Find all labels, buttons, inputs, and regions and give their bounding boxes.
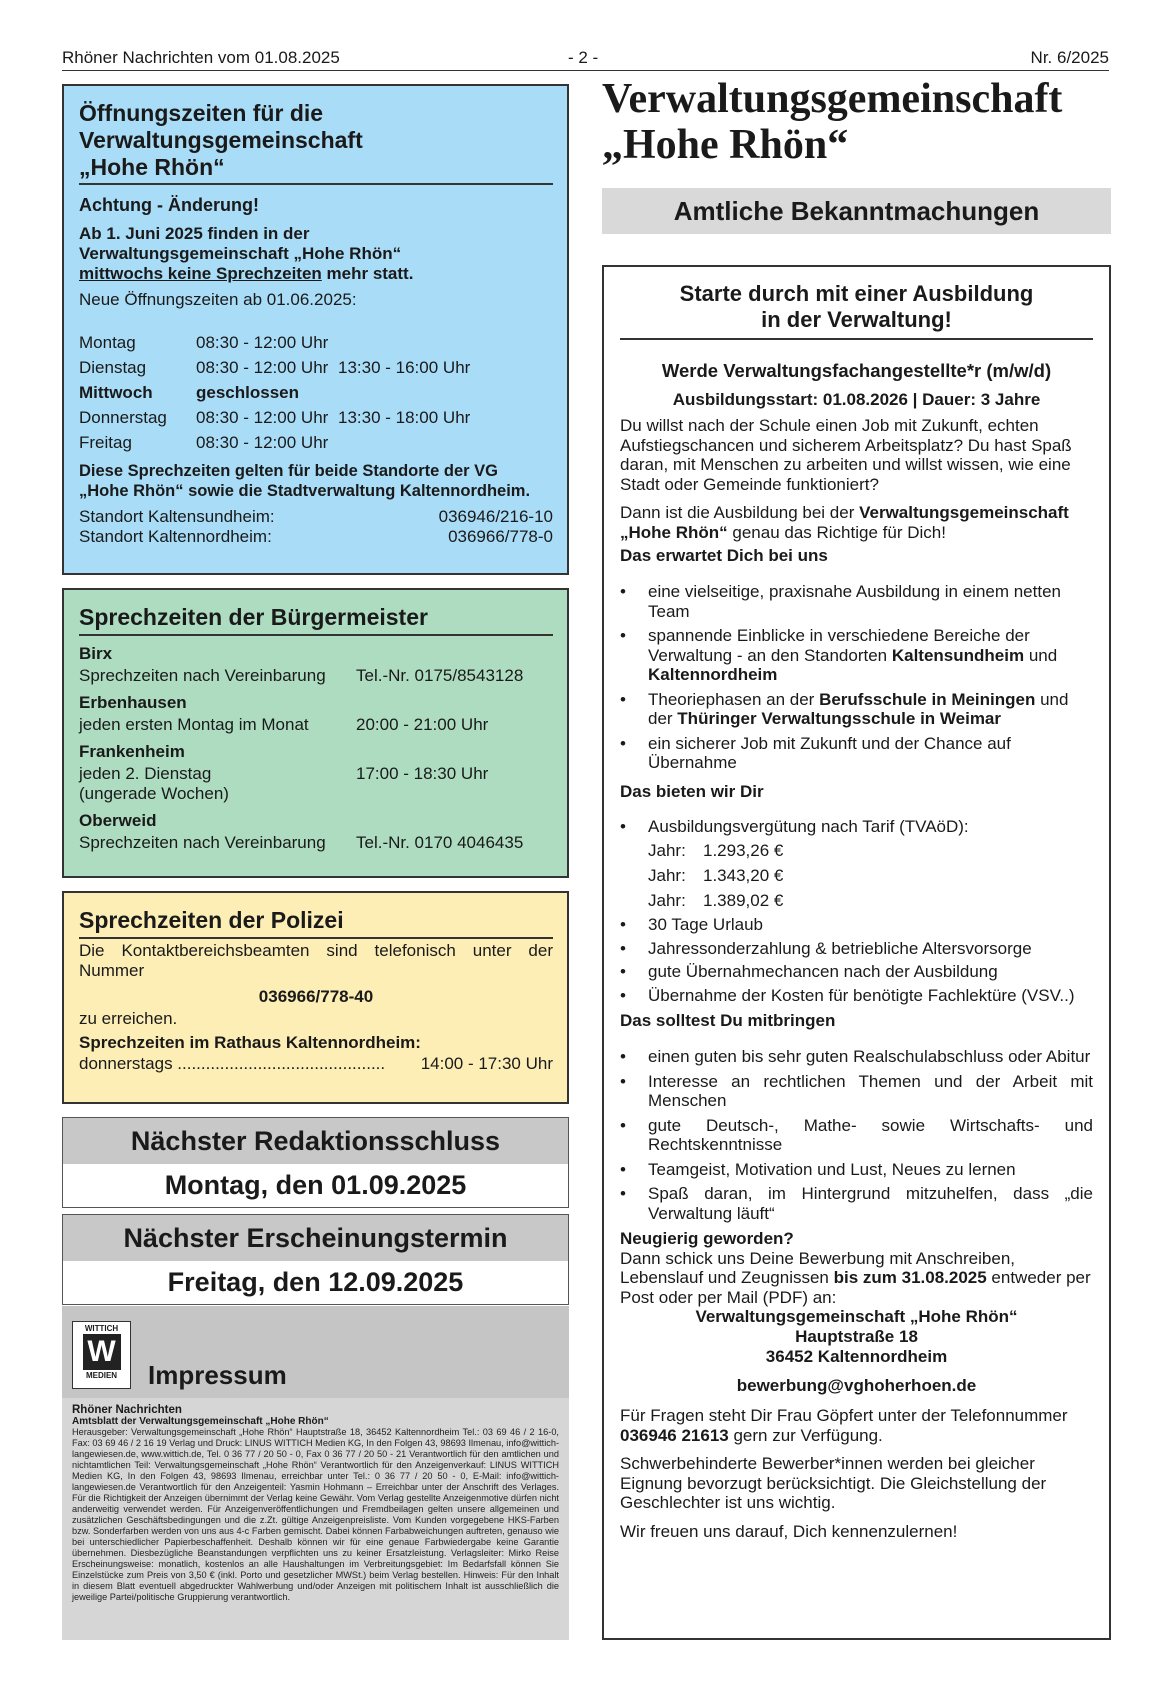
police-text-2: Nummer [79, 960, 145, 980]
impressum-body: Herausgeber: Verwaltungsgemeinschaft „Hohe Rhön“ Hauptstraße 18, 36452 Kaltennordheim Tel.: 03 69 46 / 2 16-0, Fax: 03 69 46 / 2 16 19 Verlag und Druck: LINUS WITTICH Medien KG, In den Folgen 43, 98693 Ilmenau, info@wittich-langewiesen.de, www.wittich.de, Tel. 0 36 77 / 20 50 - 0, Fax 0 36 77 / 20 50 - 21 Verantwortlich für den amtlichen und nichtamtlichen Teil: Verwaltungsgemeinschaft „Hohe Rhön“ Verantwortlich für den Anzeigenverkauf: LINUS WITTICH Medien KG, In den Folgen 43, 98693 Ilmenau, erreichbar unter Tel.: 0 36 77 / 20 50 - 0, E-Mail: info@wittich-langewiesen.de Verantwortlich für den Anzeigenteil: Yasmin Hohmann – Erreichbar unter der Anschrift des Verlages. Für die Richtigkeit der Anzeigen übernimmt der Verlag keine Gewähr. Vom Verlag gestellte Anzeigenmotive dürfen nicht anderweitig verwendet werden. Für Anzeigenveröffentlichungen und Fremdbeilagen gelten unsere allgemeinen und zusätzlichen Geschäftsbedingungen und die z.Zt. gültige Anzeigenpreisliste. Vom Kunden vorgegebene HKS-Farben bzw. Sonderfarben werden von uns aus 4-c Farben gemischt. Dabei können Farbabweichungen auftreten, genauso wie bei unterschiedlicher Papierbeschaffenheit. Deshalb können wir für eine genaue Farbwiedergabe keine Garantie übernehmen. Diesbezügliche Beanstandungen verpflichten uns zu keiner Ersatzleistung. Verlagsleiter: Mirko Reise Erscheinungsweise: monatlich, kostenlos an alle Haushaltungen im Verbreitungsgebiet: Im Bedarfsfall können Sie Einzelstücke zum Preis von 3,50 € (inkl. Porto und gesetzlicher MWSt.) beim Verlag bestellen. Hinweis: Für den Inhalt in diesem Blatt eventuell abgedruckter Wahlwerbung und/oder Anzeigen mit politischem Inhalt ist ausschließlich die jeweilige Partei/politische Gruppierung verantwortlich. [72, 1427, 559, 1602]
mayor-list [79, 642, 553, 853]
mayor-row [79, 764, 553, 804]
requirements-heading: Das solltest Du mitbringen [620, 1011, 836, 1030]
validity-line-2: „Hohe Rhön“ sowie die Stadtverwaltung Kaltennordheim. [79, 482, 531, 500]
opening-hours-box [62, 84, 569, 575]
time-afternoon: 13:30 - 18:00 Uhr [338, 408, 471, 427]
publication-date-value: Freitag, den 12.09.2025 [63, 1261, 568, 1304]
town-hall-hours [79, 1054, 553, 1074]
mayor-row [79, 833, 553, 853]
hours-row [79, 380, 553, 405]
police-hours-box [62, 891, 569, 1104]
list-item: • gute Übernahmechancen nach der Ausbildung [620, 962, 1093, 982]
job-start: Ausbildungsstart: 01.08.2026 | Dauer: 3 Jahre [672, 390, 1041, 409]
location-name: Standort Kaltensundheim: [79, 507, 275, 526]
impressum-name: Rhöner Nachrichten [72, 1404, 182, 1416]
day-label: Freitag [79, 433, 132, 452]
location-name: Standort Kaltennordheim: [79, 527, 272, 546]
impressum-section [62, 1306, 569, 1640]
expect-heading: Das erwartet Dich bei uns [620, 546, 828, 565]
hours-row [79, 355, 553, 380]
publication-date-box [62, 1214, 569, 1305]
town-hall-time: 14:00 - 17:30 Uhr [420, 1054, 553, 1073]
mayor-hours-box [62, 588, 569, 878]
expect-list [620, 582, 1093, 773]
list-item: • eine vielseitige, praxisnahe Ausbildung in einem netten Team [620, 582, 1093, 621]
address-block: Verwaltungsgemeinschaft „Hohe Rhön“ Hauptstraße 18 36452 Kaltennordheim [695, 1307, 1018, 1366]
curious-heading: Neugierig geworden? [620, 1229, 794, 1248]
mayor-place: Frankenheim [79, 742, 185, 761]
mayor-place: Oberweid [79, 811, 157, 830]
police-phone: 036966/778-40 [258, 987, 374, 1006]
day-label: Dienstag [79, 358, 147, 377]
official-notices-heading: Amtliche Bekanntmachungen [602, 188, 1111, 234]
publication-date-label: Nächster Erscheinungstermin [63, 1215, 568, 1261]
offer-heading: Das bieten wir Dir [620, 781, 764, 801]
page-number: - 2 - [568, 48, 599, 67]
impressum-subtitle: Amtsblatt der Verwaltungsgemeinschaft „Hohe Rhön“ [72, 1416, 329, 1427]
vg-title: Verwaltungsgemeinschaft „Hohe Rhön“ [602, 76, 1063, 168]
mayor-schedule: Sprechzeiten nach Vereinbarung [79, 666, 326, 685]
salary-value: 1.343,20 € [703, 866, 784, 885]
location-row [79, 527, 553, 547]
job-intro: Du willst nach der Schule einen Job mit Zukunft, echten Aufstiegschancen und sicherem Arbeitsplatz? Du hast Spaß daran, mit Menschen zu arbeiten und willst wissen, wie eine Stadt oder Gemeinde funktioniert? [620, 416, 1072, 494]
job-dann: Dann ist die Ausbildung bei der Verwaltungsgemeinschaft „Hohe Rhön“ genau das Richtige für Dich! [620, 503, 1069, 542]
police-title: Sprechzeiten der Polizei [79, 907, 553, 939]
mayor-place: Erbenhausen [79, 693, 187, 712]
list-item: • Übernahme der Kosten für benötigte Fachlektüre (VSV..) [620, 986, 1093, 1006]
salary-list [620, 838, 1093, 913]
mayor-contact: 17:00 - 18:30 Uhr [356, 764, 489, 783]
time-morning: geschlossen [196, 383, 299, 402]
hours-row [79, 330, 553, 355]
editorial-deadline-box [62, 1117, 569, 1208]
wittich-logo: WITTICH W MEDIEN [72, 1321, 131, 1389]
validity-line-1: Diese Sprechzeiten gelten für beide Standorte der VG [79, 462, 499, 480]
salary-value: 1.389,02 € [703, 891, 784, 910]
list-item: • Interesse an rechtlichen Themen und der Arbeit mit Menschen [620, 1072, 1093, 1111]
header-right: Nr. 6/2025 [1030, 48, 1109, 67]
offer-list [620, 915, 1093, 1005]
editorial-deadline-label: Nächster Redaktionsschluss [63, 1118, 568, 1164]
mayor-title: Sprechzeiten der Bürgermeister [79, 604, 553, 636]
mayor-row [79, 666, 553, 686]
mayor-schedule: jeden 2. Dienstag [79, 764, 212, 783]
list-item: • Jahressonderzahlung & betriebliche Altersvorsorge [620, 939, 1093, 959]
list-item: • Theoriephasen an der Berufsschule in Meiningen und der Thüringer Verwaltungsschule in Weimar [620, 690, 1093, 729]
salary-label: Jahr: [648, 891, 686, 910]
questions-text: Für Fragen steht Dir Frau Göpfert unter der Telefonnummer 036946 21613 gern zur Verfügung. [620, 1406, 1068, 1445]
application-text: Dann schick uns Deine Bewerbung mit Anschreiben, Lebenslauf und Zeugnissen bis zum 31.08.2025 entweder per Post oder per Mail (PDF) an: [620, 1248, 1091, 1307]
mayor-contact: Tel.-Nr. 0170 4046435 [356, 833, 524, 852]
opening-title-2: Verwaltungsgemeinschaft [79, 127, 363, 153]
list-item: • ein sicherer Job mit Zukunft und der Chance auf Übernahme [620, 734, 1093, 773]
day-label: Donnerstag [79, 408, 167, 427]
header-left: Rhöner Nachrichten vom 01.08.2025 [62, 48, 340, 67]
police-text-3: zu erreichen. [79, 1009, 178, 1028]
list-item: • Ausbildungsvergütung nach Tarif (TVAöD): [620, 817, 1093, 837]
notice-line-2: Verwaltungsgemeinschaft „Hohe Rhön“ [79, 244, 402, 263]
hours-row [79, 405, 553, 430]
list-item: • Teamgeist, Motivation und Lust, Neues zu lernen [620, 1160, 1093, 1180]
mayor-row [79, 715, 553, 735]
header-rule [62, 70, 1109, 71]
impressum-title: Impressum [148, 1360, 287, 1390]
salary-label: Jahr: [648, 866, 686, 885]
mayor-schedule: jeden ersten Montag im Monat [79, 715, 309, 734]
job-position: Werde Verwaltungsfachangestellte*r (m/w/d) [661, 360, 1052, 381]
mayor-contact: Tel.-Nr. 0175/8543128 [356, 666, 524, 685]
job-ad-box [602, 265, 1111, 1640]
time-morning: 08:30 - 12:00 Uhr [196, 358, 329, 377]
locations [79, 507, 553, 547]
mayor-schedule-note: (ungerade Wochen) [79, 784, 229, 803]
location-row [79, 507, 553, 527]
disability-note: Schwerbehinderte Bewerber*innen werden bei gleicher Eignung bevorzugt berücksichtigt. Die Gleichstellung der Geschlechter ist uns wichtig. [620, 1454, 1047, 1512]
notice-line-3: mittwochs keine Sprechzeiten mehr statt. [79, 264, 414, 283]
mayor-contact: 20:00 - 21:00 Uhr [356, 715, 489, 734]
list-item: • spannende Einblicke in verschiedene Bereiche der Verwaltung - an den Standorten Kaltensundheim und Kaltennordheim [620, 626, 1093, 685]
time-morning: 08:30 - 12:00 Uhr [196, 408, 329, 427]
hours-row [79, 430, 553, 455]
list-item: • Spaß daran, im Hintergrund mitzuhelfen, dass „die Verwaltung läuft“ [620, 1184, 1093, 1223]
salary-row [620, 838, 1093, 863]
town-hall-heading: Sprechzeiten im Rathaus Kaltennordheim: [79, 1033, 421, 1052]
list-item: • einen guten bis sehr guten Realschulabschluss oder Abitur [620, 1047, 1093, 1067]
time-morning: 08:30 - 12:00 Uhr [196, 333, 329, 352]
salary-value: 1.293,26 € [703, 841, 784, 860]
job-headline: Starte durch mit einer Ausbildung in der Verwaltung! [620, 281, 1093, 340]
time-afternoon: 13:30 - 16:00 Uhr [338, 358, 471, 377]
hours-table [79, 330, 553, 455]
editorial-deadline-date: Montag, den 01.09.2025 [63, 1164, 568, 1207]
opening-title-3: „Hohe Rhön“ [79, 154, 225, 180]
location-phone: 036946/216-10 [438, 507, 553, 526]
day-label: Montag [79, 333, 136, 352]
salary-label: Jahr: [648, 841, 686, 860]
closing-line: Wir freuen uns darauf, Dich kennenzulernen! [620, 1521, 958, 1541]
mayor-place: Birx [79, 644, 113, 663]
mayor-schedule: Sprechzeiten nach Vereinbarung [79, 833, 326, 852]
list-item: • 30 Tage Urlaub [620, 915, 1093, 935]
notice-line-1: Ab 1. Juni 2025 finden in der [79, 224, 310, 243]
police-text-1: Die Kontaktbereichsbeamten sind telefonisch unter der [79, 941, 553, 960]
time-morning: 08:30 - 12:00 Uhr [196, 433, 329, 452]
salary-row [620, 888, 1093, 913]
opening-title-1: Öffnungszeiten für die [79, 100, 324, 126]
location-phone: 036966/778-0 [448, 527, 553, 546]
requirements-list [620, 1047, 1093, 1223]
list-item: • gute Deutsch-, Mathe- sowie Wirtschafts- und Rechtskenntnisse [620, 1116, 1093, 1155]
salary-row [620, 863, 1093, 888]
day-label: Mittwoch [79, 383, 153, 402]
attention-heading: Achtung - Änderung! [79, 195, 259, 215]
town-hall-day: donnerstags ............................................ [79, 1054, 386, 1073]
application-email[interactable]: bewerbung@vghoherhoen.de [736, 1376, 977, 1395]
new-hours-intro: Neue Öffnungszeiten ab 01.06.2025: [79, 290, 357, 309]
logo-w-icon: W [83, 1334, 121, 1370]
